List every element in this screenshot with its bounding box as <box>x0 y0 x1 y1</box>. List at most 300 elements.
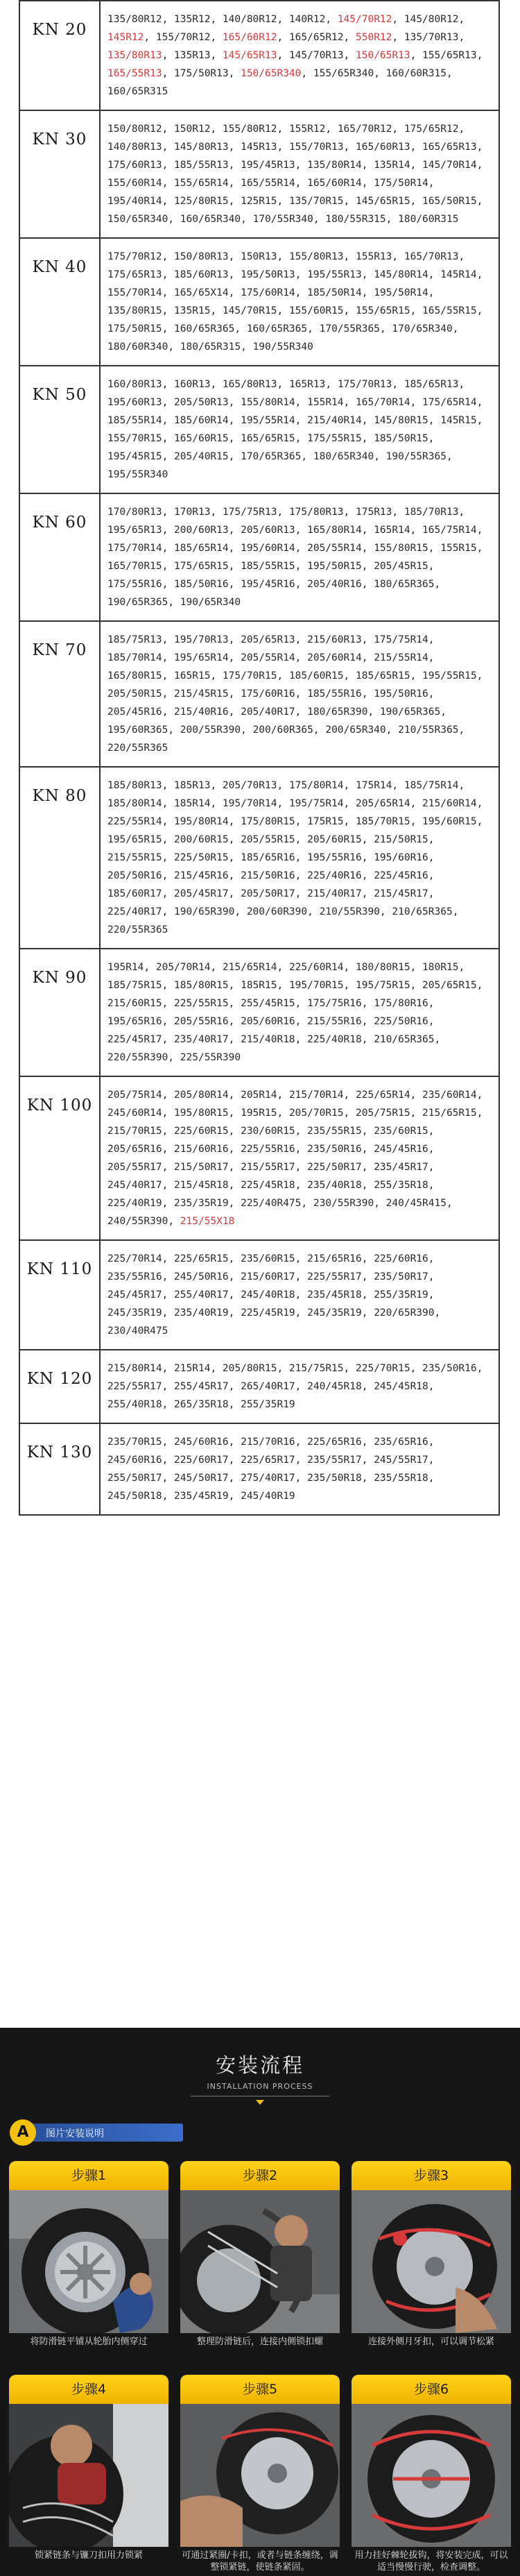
tire-size: 185/75R14 <box>404 780 459 791</box>
tire-size: 240/55R390 <box>107 1216 168 1227</box>
tire-size: 185/55R15 <box>241 561 295 572</box>
step-card-3 <box>352 2161 511 2358</box>
tire-size: 145R15 <box>440 415 477 426</box>
tire-size: 170/65R365 <box>241 451 302 462</box>
tire-size: 195/55R15 <box>422 670 477 681</box>
tire-size: 245/45R17 <box>107 1289 162 1300</box>
tire-size: 165/60R13 <box>356 142 410 153</box>
tire-size: 235/40R18 <box>307 1180 362 1191</box>
tire-size: 235/50R16 <box>422 1363 477 1374</box>
tire-size: 160/65R365 <box>174 323 235 334</box>
tire-size-highlighted: 145/70R12 <box>337 14 392 25</box>
tire-size: 215/65R16 <box>307 1253 362 1264</box>
tire-size: 225/55R17 <box>107 1381 162 1392</box>
tire-size: 145/70R14 <box>422 160 477 171</box>
model-name: KN 80 <box>19 767 100 949</box>
tire-size: 200/65R340 <box>325 724 386 736</box>
tire-size: 245/50R17 <box>174 1473 229 1484</box>
tire-size: 215/40R16 <box>174 706 229 718</box>
tire-size: 175R14 <box>356 780 392 791</box>
tire-size: 155/60R15 <box>288 305 344 316</box>
step-label: 步骤6 <box>352 2375 511 2404</box>
tire-size: 175/70R13 <box>337 379 392 390</box>
tire-size: 145/70R15 <box>222 305 277 316</box>
tire-size: 195R14 <box>107 962 144 973</box>
tire-size: 160/65R315 <box>107 86 168 97</box>
step-caption: 用力挂好棘轮拔钩，将安装完成，可以适当慢慢行驶，检查调整。 <box>354 2550 508 2573</box>
installation-title: 安装流程 <box>215 2053 304 2077</box>
tire-size: 185/75R15 <box>107 980 162 991</box>
tire-size: 230/40R475 <box>107 1325 168 1337</box>
tire-size: 190/65R365 <box>107 597 168 608</box>
tire-size: 210/55R390 <box>319 906 380 917</box>
tire-size: 205/70R14 <box>155 962 211 973</box>
tire-size: 195/75R15 <box>356 980 410 991</box>
tire-size-highlighted: 215/55X18 <box>180 1216 235 1227</box>
tire-size: 195/50R15 <box>307 561 362 572</box>
tire-size: 200/60R13 <box>174 525 229 536</box>
tire-size: 165/70R15 <box>107 561 162 572</box>
tire-size: 205/55R16 <box>174 1016 229 1027</box>
tire-size: 195/55R16 <box>307 852 362 863</box>
tire-size: 195/45R13 <box>241 160 295 171</box>
tire-size: 175/50R14 <box>374 178 428 189</box>
tire-size: 190/55R365 <box>385 451 447 462</box>
tire-size: 145/80R14 <box>374 269 428 280</box>
tire-size: 255/40R18 <box>107 1399 162 1410</box>
step-card-1 <box>9 2161 168 2358</box>
tire-size-highlighted: 165/60R12 <box>222 32 277 43</box>
tire-size: 200/60R15 <box>174 834 229 845</box>
tire-size: 225/65R16 <box>307 1437 362 1448</box>
size-list: 160/80R13, 160R13, 165/80R13, 165R13, 175/70R13, 185/65R13, 195/60R13, 205/50R13, 155/80R14, 155R14, 165/70R14, 175/65R14, 185/55R14, 185/60R14, 195/55R14, 215/40R14, 145/80R15, 145R15, 155/70R15, 165/60R15, 165/65R15, 175/55R15, 185/50R15, 195/45R15, 205/40R15, 170/65R365, 180/65R340, 190/55R365, 195/55R340 <box>100 366 499 493</box>
tire-size: 180/65R390 <box>307 706 368 718</box>
tire-size: 215/60R15 <box>107 998 162 1009</box>
tire-size: 215/80R14 <box>107 1363 162 1374</box>
size-list: 150/80R12, 150R12, 155/80R12, 155R12, 165/70R12, 175/65R12, 140/80R13, 145/80R13, 145R13, 155/70R13, 165/60R13, 165/65R13, 175/60R13, 185/55R13, 195/45R13, 135/80R14, 135R14, 145/70R14, 155/60R14, 155/65R14, 165/55R14, 165/60R14, 175/50R14, 195/40R14, 125/80R15, 125R15, 135/70R15, 145/65R15, 165/50R15, 150/65R340, 160/65R340, 170/55R340, 180/55R315, 180/60R315 <box>100 110 499 238</box>
tire-size: 225/65R14 <box>356 1090 410 1101</box>
tire-size-highlighted: 145R12 <box>107 32 144 43</box>
tire-size: 135R12 <box>174 14 211 25</box>
tire-size: 180/55R315 <box>325 214 386 225</box>
size-row <box>19 1 499 110</box>
tire-size: 195/55R340 <box>107 469 168 480</box>
tire-size: 255/45R17 <box>174 1381 229 1392</box>
tire-size: 275/40R17 <box>241 1473 295 1484</box>
tire-size: 180/80R15 <box>356 962 410 973</box>
tire-size: 225/55R14 <box>107 816 162 827</box>
tire-size: 180/65R340 <box>313 451 374 462</box>
step-caption: 可通过紧圈/卡扣，或者与链条缠绕，调整锁紧链，使链条紧固。 <box>182 2550 338 2573</box>
tire-size: 265/35R18 <box>174 1399 229 1410</box>
installation-section <box>0 2028 520 2576</box>
tire-size: 215/40R14 <box>307 415 362 426</box>
tire-size: 225/45R19 <box>241 1307 295 1319</box>
tire-size: 140/80R12 <box>222 14 277 25</box>
tire-size: 135R15 <box>174 305 211 316</box>
step-photo <box>180 2404 340 2547</box>
tire-size: 185/70R15 <box>356 816 410 827</box>
tire-size: 235/55R16 <box>107 1271 162 1282</box>
step-card-2 <box>180 2161 340 2358</box>
tire-size: 185/50R16 <box>174 579 229 590</box>
tire-size: 225/65R15 <box>174 1253 229 1264</box>
tire-size: 205/65R16 <box>107 1144 162 1155</box>
tire-size: 215/45R16 <box>174 870 229 881</box>
tire-size: 150R13 <box>241 251 277 262</box>
section-label <box>10 2122 190 2143</box>
tire-size: 155/65R13 <box>422 50 477 61</box>
tire-size: 225/70R14 <box>107 1253 162 1264</box>
tire-size: 195/65R16 <box>107 1016 162 1027</box>
tire-size: 145/80R13 <box>174 142 229 153</box>
tire-size: 215/65R14 <box>222 962 277 973</box>
tire-size: 185/55R16 <box>307 688 362 700</box>
tire-size: 155/70R12 <box>155 32 211 43</box>
tire-size: 125R15 <box>241 196 277 207</box>
tire-size: 215/60R17 <box>241 1271 295 1282</box>
model-name: KN 120 <box>19 1350 100 1423</box>
tire-size: 155/65R14 <box>174 178 229 189</box>
tire-size: 205/65R13 <box>241 634 295 645</box>
size-row <box>19 621 499 767</box>
tire-size: 185/55R14 <box>107 415 162 426</box>
tire-size: 190/65R340 <box>180 597 241 608</box>
size-list: 170/80R13, 170R13, 175/75R13, 175/80R13, 175R13, 185/70R13, 195/65R13, 200/60R13, 205/60R13, 165/80R14, 165R14, 165/75R14, 175/70R14, 185/65R14, 195/60R14, 205/55R14, 155/80R15, 155R15, 165/70R15, 175/65R15, 185/55R15, 195/50R15, 205/45R15, 175/55R16, 185/50R16, 195/45R16, 205/40R16, 180/65R365, 190/65R365, 190/65R340 <box>100 493 499 621</box>
tire-size: 155/80R14 <box>241 397 295 408</box>
tire-size: 205/55R17 <box>107 1162 162 1173</box>
tire-size: 175/65R15 <box>174 561 229 572</box>
tire-size: 205/50R17 <box>241 888 295 899</box>
tire-size: 235/50R16 <box>307 1144 362 1155</box>
tire-size: 135R13 <box>174 50 211 61</box>
tire-size: 225/60R15 <box>174 1126 229 1137</box>
tire-size: 155/65R340 <box>313 68 374 79</box>
size-list: 175/70R12, 150/80R13, 150R13, 155/80R13, 155R13, 165/70R13, 175/65R13, 185/60R13, 195/50R13, 195/55R13, 145/80R14, 145R14, 155/70R14, 165/65X14, 175/60R14, 185/50R14, 195/50R14, 135/80R15, 135R15, 145/70R15, 155/60R15, 155/65R15, 165/55R15, 175/50R15, 160/65R365, 160/65R365, 170/55R365, 170/65R340, 180/60R340, 180/65R315, 190/55R340 <box>100 238 499 366</box>
tire-size: 195/55R14 <box>241 415 295 426</box>
tire-size: 190/65R390 <box>174 906 235 917</box>
tire-size: 165/65R12 <box>288 32 344 43</box>
tire-size: 205/40R15 <box>174 451 229 462</box>
tire-size: 165/65X14 <box>174 287 229 298</box>
tire-size: 195/70R15 <box>288 980 344 991</box>
tire-size: 215/45R17 <box>374 888 428 899</box>
size-row <box>19 949 499 1076</box>
tire-size: 245/60R14 <box>107 1108 162 1119</box>
size-list: 185/80R13, 185R13, 205/70R13, 175/80R14, 175R14, 185/75R14, 185/80R14, 185R14, 195/70R14, 195/75R14, 205/65R14, 215/60R14, 225/55R14, 195/80R14, 175/80R15, 175R15, 185/70R15, 195/60R15, 195/65R15, 200/60R15, 205/55R15, 205/60R15, 215/50R15, 215/55R15, 225/50R15, 185/65R16, 195/55R16, 195/60R16, 205/50R16, 215/45R16, 215/50R16, 225/40R16, 225/45R16, 185/60R17, 205/45R17, 205/50R17, 215/40R17, 215/45R17, 225/40R17, 190/65R390, 200/60R390, 210/55R390, 210/65R365, 220/55R365 <box>100 767 499 949</box>
tire-size: 225/70R15 <box>356 1363 410 1374</box>
model-name: KN 50 <box>19 366 100 493</box>
tire-size: 230/55R390 <box>313 1198 374 1209</box>
tire-size: 155/60R14 <box>107 178 162 189</box>
tire-size: 155/70R13 <box>288 142 344 153</box>
tire-size: 255/40R17 <box>174 1289 229 1300</box>
tire-size: 225/50R17 <box>307 1162 362 1173</box>
tire-size: 155R15 <box>440 543 477 554</box>
tire-size: 175/55R16 <box>107 579 162 590</box>
tire-size: 245/55R17 <box>374 1455 428 1466</box>
tire-size: 225/40R475 <box>241 1198 302 1209</box>
tire-size: 205/75R14 <box>107 1090 162 1101</box>
tire-size: 175/60R14 <box>241 287 295 298</box>
tire-size: 225/40R17 <box>107 906 162 917</box>
tire-size: 170/55R365 <box>319 323 380 334</box>
step-card-5 <box>180 2375 340 2572</box>
size-row <box>19 493 499 621</box>
tire-size: 155R13 <box>356 251 392 262</box>
tire-size: 215/40R17 <box>307 888 362 899</box>
tire-size: 245/40R17 <box>107 1180 162 1191</box>
tire-size: 205/45R15 <box>374 561 428 572</box>
tire-size: 170R13 <box>174 507 211 518</box>
step-card-6 <box>352 2375 511 2572</box>
tire-size: 215/60R16 <box>174 1144 229 1155</box>
tire-size: 205/65R14 <box>356 798 410 809</box>
tire-size: 235/40R17 <box>174 1034 229 1045</box>
tire-size: 185/60R13 <box>174 269 229 280</box>
tire-size-table <box>19 0 500 1516</box>
tire-size: 205/60R13 <box>241 525 295 536</box>
tire-size: 205R14 <box>241 1090 277 1101</box>
tire-size: 155/70R15 <box>107 433 162 444</box>
tire-size: 155/80R13 <box>288 251 344 262</box>
tire-size: 205/50R16 <box>107 870 162 881</box>
tire-size: 220/55R390 <box>107 1052 168 1063</box>
tire-size: 185/80R15 <box>174 980 229 991</box>
tire-size: 185R15 <box>241 980 277 991</box>
tire-size: 235/45R19 <box>174 1491 229 1502</box>
tire-size: 215/45R15 <box>174 688 229 700</box>
tire-size: 155/80R12 <box>222 124 277 135</box>
size-row <box>19 110 499 238</box>
tire-size: 175/75R13 <box>222 507 277 518</box>
tire-size: 205/60R15 <box>307 834 362 845</box>
tire-size: 160/60R315 <box>385 68 447 79</box>
tire-size: 255/45R15 <box>241 998 295 1009</box>
tire-size: 220/55R365 <box>107 743 168 754</box>
tire-size: 185/80R13 <box>107 780 162 791</box>
step-photo <box>180 2190 340 2333</box>
tire-size: 205/55R14 <box>241 652 295 663</box>
tire-size: 165/70R12 <box>337 124 392 135</box>
tire-size: 185/75R13 <box>107 634 162 645</box>
tire-size: 160R13 <box>174 379 211 390</box>
tire-size: 175/60R16 <box>241 688 295 700</box>
tire-size: 205/80R15 <box>222 1363 277 1374</box>
tire-size: 155R14 <box>307 397 344 408</box>
tire-size: 225/45R16 <box>374 870 428 881</box>
tire-size: 195/60R13 <box>107 397 162 408</box>
tire-size: 135/80R14 <box>307 160 362 171</box>
tire-size: 215/55R17 <box>241 1162 295 1173</box>
tire-size: 145R14 <box>440 269 477 280</box>
tire-size: 215/70R16 <box>241 1437 295 1448</box>
tire-size: 150/80R12 <box>107 124 162 135</box>
tire-size: 195/60R365 <box>107 724 168 736</box>
tire-size: 135/80R15 <box>107 305 162 316</box>
tire-size: 185/65R13 <box>404 379 459 390</box>
tire-size: 195/70R13 <box>174 634 229 645</box>
tire-size-highlighted: 150/65R340 <box>241 68 302 79</box>
tire-size: 145/80R15 <box>374 415 428 426</box>
tire-size: 205/45R16 <box>107 706 162 718</box>
tire-size: 175/80R13 <box>288 507 344 518</box>
tire-size: 185/55R13 <box>174 160 229 171</box>
tire-size: 235/50R17 <box>374 1271 428 1282</box>
tire-size: 220/65R390 <box>374 1307 435 1319</box>
tire-size: 185/70R14 <box>107 652 162 663</box>
tire-size: 165/60R14 <box>307 178 362 189</box>
tire-size: 220/55R365 <box>107 924 168 935</box>
tire-size: 255/50R17 <box>107 1473 162 1484</box>
tire-size: 225/45R18 <box>241 1180 295 1191</box>
model-name: KN 40 <box>19 238 100 366</box>
tire-size: 235/65R16 <box>374 1437 428 1448</box>
tire-size: 215R14 <box>174 1363 211 1374</box>
tire-size: 235/35R19 <box>174 1198 229 1209</box>
tire-size: 245/45R16 <box>374 1144 428 1155</box>
tire-size: 210/55R365 <box>398 724 459 736</box>
tire-size: 235/50R18 <box>307 1473 362 1484</box>
tire-size: 185/60R14 <box>174 415 229 426</box>
step-caption: 整理防滑链后，连接内侧锁扣螺 <box>196 2337 323 2347</box>
tire-size: 235/55R18 <box>374 1473 428 1484</box>
tire-size: 205/40R16 <box>307 579 362 590</box>
tire-size: 145/70R13 <box>288 50 344 61</box>
tire-size: 170/80R13 <box>107 507 162 518</box>
tire-size: 205/40R17 <box>241 706 295 718</box>
tire-size: 245/35R19 <box>307 1307 362 1319</box>
step-caption: 将防滑链平铺从轮胎内侧穿过 <box>30 2337 148 2347</box>
tire-size: 225/50R16 <box>374 1016 428 1027</box>
step-label: 步骤1 <box>9 2161 168 2190</box>
tire-size: 125/80R15 <box>174 196 229 207</box>
tire-size: 235/60R15 <box>374 1126 428 1137</box>
tire-size: 155/80R15 <box>374 543 428 554</box>
tire-size: 175/75R16 <box>307 998 362 1009</box>
tire-size: 235/60R14 <box>422 1090 477 1101</box>
tire-size: 165/70R14 <box>356 397 410 408</box>
tire-size: 245/60R16 <box>174 1437 229 1448</box>
tire-size: 165/50R15 <box>422 196 477 207</box>
section-label-text: 图片安装说明 <box>46 2128 104 2139</box>
tire-size: 255/35R19 <box>241 1399 295 1410</box>
tire-size: 175/50R13 <box>174 68 229 79</box>
tire-size: 175/65R12 <box>404 124 459 135</box>
tire-size: 235/55R17 <box>307 1455 362 1466</box>
tire-size: 225/55R390 <box>180 1052 241 1063</box>
tire-size: 185/65R14 <box>174 543 229 554</box>
tire-size: 205/55R14 <box>307 543 362 554</box>
tire-size: 150/65R340 <box>107 214 168 225</box>
tire-size: 195/70R14 <box>222 798 277 809</box>
tire-size: 215/50R15 <box>374 834 428 845</box>
tire-size: 205/60R14 <box>307 652 362 663</box>
tire-size: 200/60R390 <box>246 906 308 917</box>
model-name: KN 90 <box>19 949 100 1076</box>
tire-size: 215/55R16 <box>307 1016 362 1027</box>
tire-size: 195/60R16 <box>374 852 428 863</box>
tire-size: 205/75R15 <box>356 1108 410 1119</box>
size-row <box>19 1240 499 1350</box>
tire-size: 135/70R15 <box>288 196 344 207</box>
size-list: 215/80R14, 215R14, 205/80R15, 215/75R15, 225/70R15, 235/50R16, 225/55R17, 255/45R17, 265/40R17, 240/45R18, 245/45R18, 255/40R18, 265/35R18, 255/35R19 <box>100 1350 499 1423</box>
tire-size: 245/35R19 <box>107 1307 162 1319</box>
tire-size: 235/45R18 <box>307 1289 362 1300</box>
tire-size: 255/35R18 <box>374 1180 428 1191</box>
step-photo <box>9 2190 168 2333</box>
tire-size: 155/65R15 <box>356 305 410 316</box>
tire-size: 165/65R15 <box>241 433 295 444</box>
tire-size: 245/40R18 <box>241 1289 295 1300</box>
tire-size: 165/55R15 <box>422 305 477 316</box>
tire-size: 175R15 <box>307 816 344 827</box>
tire-size: 145R13 <box>241 142 277 153</box>
tire-size: 225/45R17 <box>107 1034 162 1045</box>
step-photo <box>352 2190 511 2333</box>
tire-size: 185/80R14 <box>107 798 162 809</box>
tire-size: 225/55R16 <box>241 1144 295 1155</box>
tire-size: 205/50R15 <box>107 688 162 700</box>
model-name: KN 70 <box>19 621 100 767</box>
tire-size: 195/60R15 <box>422 816 477 827</box>
tire-size: 215/55R14 <box>374 652 428 663</box>
size-row <box>19 238 499 366</box>
tire-size: 205/60R16 <box>241 1016 295 1027</box>
tire-size-highlighted: 165/55R13 <box>107 68 162 79</box>
tire-size: 190/55R340 <box>252 341 313 353</box>
tire-size: 235/55R15 <box>307 1126 362 1137</box>
tire-size: 175/65R14 <box>422 397 477 408</box>
tire-size: 195R15 <box>241 1108 277 1119</box>
tire-size: 175/80R15 <box>241 816 295 827</box>
tire-size: 195/55R13 <box>307 269 362 280</box>
tire-size: 195/40R14 <box>107 196 162 207</box>
step-caption: 连接外侧月牙扣，可以调节松紧 <box>367 2337 494 2347</box>
size-row <box>19 1423 499 1515</box>
tire-size: 265/40R17 <box>241 1381 295 1392</box>
tire-size: 140/80R13 <box>107 142 162 153</box>
tire-size: 235/70R15 <box>107 1437 162 1448</box>
step-label: 步骤2 <box>180 2161 340 2190</box>
tire-size: 210/65R365 <box>374 1034 435 1045</box>
caret-down-icon <box>256 2100 264 2105</box>
tire-size: 225/40R16 <box>307 870 362 881</box>
tire-size: 175R13 <box>356 507 392 518</box>
tire-size: 225/40R19 <box>107 1198 162 1209</box>
tire-size: 225/60R16 <box>374 1253 428 1264</box>
tire-size: 135/70R13 <box>404 32 459 43</box>
size-list: 225/70R14, 225/65R15, 235/60R15, 215/65R16, 225/60R16, 235/55R16, 245/50R16, 215/60R17, 225/55R17, 235/50R17, 245/45R17, 255/40R17, 245/40R18, 235/45R18, 255/35R19, 245/35R19, 235/40R19, 225/45R19, 245/35R19, 220/65R390, 230/40R475 <box>100 1240 499 1350</box>
tire-size: 185/60R17 <box>107 888 162 899</box>
tire-size: 255/35R19 <box>374 1289 428 1300</box>
tire-size: 160/80R13 <box>107 379 162 390</box>
tire-size: 165/70R13 <box>404 251 459 262</box>
tire-size: 180/60R315 <box>398 214 459 225</box>
tire-size: 175/80R14 <box>288 780 344 791</box>
step-card-4 <box>9 2375 168 2572</box>
step-photo <box>352 2404 511 2547</box>
tire-size-highlighted: 145/65R13 <box>222 50 277 61</box>
tire-size: 205/45R17 <box>174 888 229 899</box>
step-label: 步骤3 <box>352 2161 511 2190</box>
tire-size: 215/50R17 <box>174 1162 229 1173</box>
tire-size: 165R14 <box>374 525 410 536</box>
tire-size: 225/40R18 <box>307 1034 362 1045</box>
tire-size: 215/60R14 <box>422 798 477 809</box>
tire-size: 145/80R12 <box>404 14 459 25</box>
tire-size: 190/65R365 <box>379 706 441 718</box>
